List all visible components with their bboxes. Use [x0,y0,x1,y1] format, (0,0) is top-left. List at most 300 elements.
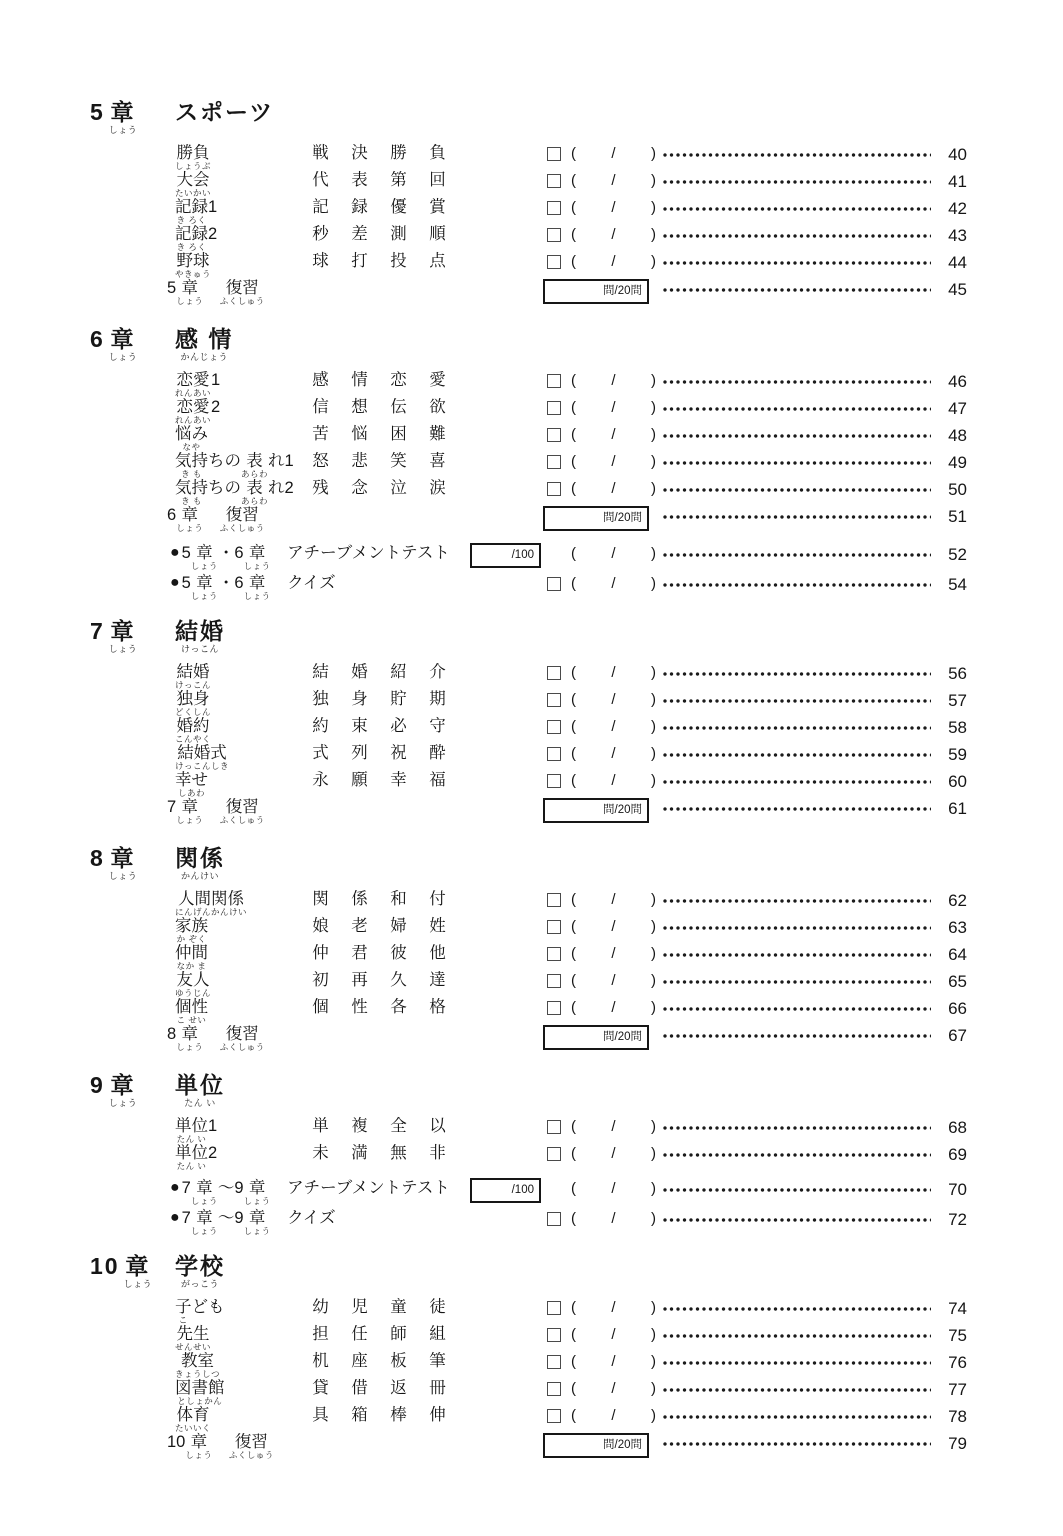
paren-open: ( [571,199,576,216]
text-segment [234,1179,243,1206]
segment-text: 6 [90,326,105,352]
kanji-char: 束 [351,717,368,735]
segment-text: 友人 [176,971,210,989]
score-slot [547,890,659,909]
segment-text: 5 [167,279,177,297]
furigana: しょう [243,1226,271,1236]
segment-text: 章 [196,1209,213,1227]
paren-open: ( [571,253,576,270]
text-segment [175,917,208,944]
segment-text: 6 [234,544,244,562]
dot-leader [663,1218,931,1222]
paren-open: ( [571,1353,576,1370]
segment-text: 5 [181,544,191,562]
paren-open: ( [571,1180,576,1197]
review-title [167,506,312,533]
dot-leader [663,1442,931,1446]
segment-text: 復習 [225,506,259,524]
paren-open: ( [571,891,576,908]
kanji-char: 非 [429,1144,446,1162]
text-segment [175,100,274,125]
text-segment [175,171,211,198]
furigana: なか ま [176,961,207,971]
text-segment [218,544,235,571]
kanji-char: 姓 [429,917,446,935]
chapter-number [90,846,175,881]
segment-text: 恋愛 [176,398,210,416]
text-segment [203,506,220,533]
quiz-row-left [90,574,547,601]
kanji-char: 箱 [351,1406,368,1424]
page-number: 48 [948,426,967,445]
paren-close: ) [650,1299,656,1316]
furigana: こんやく [175,734,212,744]
paren-close: ) [650,891,656,908]
page-number: 49 [948,453,967,472]
segment-text: 章 [248,574,266,592]
chapter-rows [90,663,967,828]
score-parens [561,480,659,498]
lesson-row [90,198,967,225]
chapter-rows [90,1298,967,1463]
segment-text: 勝負 [176,144,210,162]
furigana: しょう [243,591,271,601]
text-segment [191,1209,218,1236]
checkbox-icon [547,774,561,788]
segment-text: 章 [196,574,213,592]
paren-open: ( [571,945,576,962]
lesson-row-left [90,252,547,279]
kanji-char: 君 [351,944,368,962]
kanji-char: 徒 [429,1298,446,1316]
furigana: たいかい [175,188,212,198]
lesson-title [175,1352,312,1379]
paren-close: ) [650,1380,656,1397]
chapter-rows [90,1117,967,1236]
furigana: しょう [176,296,204,306]
segment-text: 先生 [176,1325,210,1343]
paren-close: ) [650,945,656,962]
paren-close: ) [650,253,656,270]
furigana: にんげんかんけい [175,907,248,917]
furigana: ふくしゅう [219,815,265,825]
kanji-char: 式 [312,744,329,762]
kanji-char: 幸 [390,771,407,789]
kanji-char: 涙 [429,479,446,497]
score-slot [547,574,659,593]
text-segment [244,1209,271,1236]
lesson-title [175,744,312,771]
text-segment [167,506,176,533]
text-segment [109,327,138,362]
kanji-char: 残 [312,479,329,497]
text-segment [175,1117,208,1144]
kanji-char: 信 [312,398,329,416]
text-segment [182,1179,191,1206]
paren-close: ) [650,480,656,497]
score-slash: / [611,1118,616,1135]
segment-text: クイズ [287,574,336,592]
kanji-char: 笑 [390,452,407,470]
segment-text: 9 [234,1179,244,1197]
text-segment [203,798,220,825]
dot-leader [663,288,931,292]
score-parens [561,945,659,963]
furigana: たん い [176,1134,207,1144]
text-segment [124,1254,153,1289]
lesson-row-left [90,998,547,1025]
furigana: ふくしゅう [219,296,265,306]
paren-open: ( [571,480,576,497]
lesson-row-left [90,971,547,998]
bullet-icon: ● [170,544,180,561]
review-row-left [90,798,547,825]
segment-text: 表 [246,479,263,497]
text-segment [90,619,105,654]
text-segment [192,1298,225,1325]
dot-leader [663,1153,931,1157]
page-number: 43 [948,226,967,245]
segment-text: 章 [190,1433,208,1451]
lesson-row [90,744,967,771]
score-slash: / [611,691,616,708]
kanji-char: 達 [429,971,446,989]
kanji-char: 怒 [312,452,329,470]
segment-text: 関係 [175,845,225,871]
text-segment [220,1025,265,1052]
page-number: 50 [948,480,967,499]
kanji-char: 感 [312,371,329,389]
paren-close: ) [650,664,656,681]
paren-close: ) [650,426,656,443]
furigana: き も [181,496,202,506]
furigana: としょかん [177,1396,223,1406]
segment-text [203,279,220,297]
kanji-char: 棒 [390,1406,407,1424]
dot-leader [663,953,931,957]
furigana: やきゅう [175,269,212,279]
dot-leader [663,1415,931,1419]
review-score-box: 問/20問 [543,506,649,531]
lesson-title [175,1298,312,1325]
lesson-row [90,225,967,252]
kanji-char: 婚 [351,663,368,681]
score-slash: / [611,372,616,389]
text-segment [175,998,208,1025]
segment-text: 章 [248,1179,266,1197]
furigana: か ぞく [176,934,207,944]
checkbox-icon [547,920,561,934]
score-slot [547,425,659,444]
score-parens [561,575,659,593]
kanji-char: 娘 [312,917,329,935]
kanji-char: 各 [390,998,407,1016]
lesson-row-left [90,1144,547,1171]
segment-text: ちの [208,479,241,497]
score-slash: / [611,426,616,443]
segment-text: 10 [167,1433,186,1451]
score-slash: / [611,718,616,735]
lesson-row [90,971,967,998]
lesson-title [175,452,312,479]
kanji-list [312,144,446,163]
segment-text: 仲間 [175,944,208,962]
kanji-list [312,1117,446,1136]
text-segment [167,279,176,306]
lesson-row [90,398,967,425]
furigana: ふくしゅう [219,1042,265,1052]
kanji-char: 念 [351,479,368,497]
kanji-char: 記 [312,198,329,216]
lesson-title [175,171,312,198]
kanji-list [312,171,446,190]
score-parens [561,399,659,417]
furigana: ふくしゅう [219,523,265,533]
lesson-row-left [90,1298,547,1325]
lesson-row [90,917,967,944]
kanji-char: 格 [429,998,446,1016]
kanji-char: 打 [351,252,368,270]
paren-close: ) [650,691,656,708]
score-slot [547,1117,659,1136]
kanji-char: 録 [351,198,368,216]
paren-open: ( [571,691,576,708]
text-segment [234,1209,243,1236]
text-segment [175,425,208,452]
chapter-section [90,327,967,601]
page-number: 72 [948,1210,967,1229]
score-parens [561,745,659,763]
dot-leader [663,1034,931,1038]
segment-text: 1 [208,1117,218,1135]
checkbox-icon [547,1212,561,1226]
text-segment [109,846,138,881]
segment-text: 単位 [175,1144,208,1162]
kanji-char: 仲 [312,944,329,962]
score-slash: / [611,399,616,416]
dot-leader [663,780,931,784]
segment-text [212,1433,229,1451]
furigana: きょうしつ [175,1369,221,1379]
furigana: しょう [243,561,271,571]
text-segment [218,574,235,601]
chapter-title [175,1073,229,1108]
segment-text: 体育 [176,1406,210,1424]
test-score-box: /100 [470,543,541,568]
score-slot [547,1209,659,1228]
kanji-char: 担 [312,1325,329,1343]
score-slot [547,717,659,736]
kanji-char: 泣 [390,479,407,497]
lesson-title [175,917,312,944]
segment-text: 復習 [225,798,259,816]
paren-close: ) [650,918,656,935]
segment-text: 表 [246,452,263,470]
dot-leader [663,699,931,703]
segment-text: 結婚 [175,618,225,644]
kanji-char: 測 [390,225,407,243]
lesson-row-left [90,744,547,771]
checkbox-icon [547,1355,561,1369]
text-segment [175,1073,225,1108]
text-segment [167,1025,176,1052]
score-slot [547,917,659,936]
furigana: たん い [176,1161,207,1171]
paren-close: ) [650,718,656,735]
paren-close: ) [650,1210,656,1227]
text-segment [271,1209,288,1236]
score-slot [547,998,659,1017]
page-number: 46 [948,372,967,391]
kanji-char: 第 [390,171,407,189]
furigana: こ [178,1315,188,1325]
text-segment [191,544,218,571]
segment-text: 教室 [181,1352,214,1370]
furigana: しょう [123,1279,153,1289]
kanji-list [312,252,446,271]
kanji-char: 順 [429,225,446,243]
segment-text: スポーツ [175,99,275,125]
paren-open: ( [571,718,576,735]
chapter-number [90,619,175,654]
furigana: けっこん [180,644,219,654]
lesson-title [175,371,312,398]
furigana: かんけい [180,871,219,881]
dot-leader [663,1388,931,1392]
review-row [90,1433,967,1463]
text-segment [182,1209,191,1236]
score-slash: / [611,480,616,497]
segment-text [271,574,288,592]
page-number: 52 [948,545,967,564]
text-segment [175,479,208,506]
segment-text [203,506,220,524]
paren-close: ) [650,399,656,416]
test-title [170,1179,450,1206]
kanji-char: 紹 [390,663,407,681]
text-segment [90,846,105,881]
segment-text: 人間関係 [178,890,244,908]
chapter-title [175,1254,229,1289]
text-segment [175,1325,211,1352]
kanji-char: 喜 [429,452,446,470]
text-segment [220,506,265,533]
lesson-title [175,1325,312,1352]
paren-open: ( [571,226,576,243]
kanji-char: 情 [351,371,368,389]
lesson-row [90,1379,967,1406]
test-score-box: /100 [470,1178,541,1203]
score-slash: / [611,1145,616,1162]
score-parens [561,718,659,736]
kanji-char: 冊 [429,1379,446,1397]
lesson-row [90,717,967,744]
page-number: 54 [948,575,967,594]
text-segment [175,1352,220,1379]
text-segment [175,1406,211,1433]
text-segment [218,1179,235,1206]
segment-text: 章 [196,544,213,562]
paren-close: ) [650,545,656,562]
kanji-list [312,717,446,736]
page-number: 45 [948,280,967,299]
paren-close: ) [650,453,656,470]
score-slot [547,225,659,244]
score-slot [547,1325,659,1344]
text-segment [211,398,220,425]
score-slash: / [611,226,616,243]
furigana: しょう [108,644,138,654]
text-segment [175,663,211,690]
score-parens [561,226,659,244]
segment-text: 復習 [234,1433,268,1451]
score-slot [547,971,659,990]
score-parens [561,1145,659,1163]
text-segment [175,1298,192,1325]
kanji-char: 差 [351,225,368,243]
dot-leader [663,1126,931,1130]
text-segment [287,574,336,601]
lesson-row [90,144,967,171]
dot-leader [663,234,931,238]
dot-leader [663,1361,931,1365]
kanji-list [312,225,446,244]
lesson-row [90,1406,967,1433]
lesson-row-left [90,1379,547,1406]
kanji-list [312,944,446,963]
text-segment [229,1433,274,1460]
chapter-header [90,846,967,881]
paren-open: ( [571,1210,576,1227]
chapter-header [90,1254,967,1289]
achievement-test-row [90,544,967,574]
furigana: しょう [190,591,218,601]
score-parens [561,453,659,471]
furigana: れんあい [175,415,212,425]
furigana: かんじょう [180,352,228,362]
review-score-box: 問/20問 [543,1025,649,1050]
segment-text: 復習 [225,279,259,297]
kanji-char: 貯 [390,690,407,708]
review-row [90,279,967,309]
kanji-char: 優 [390,198,407,216]
kanji-char: 久 [390,971,407,989]
review-row-left [90,1025,547,1052]
kanji-char: 愛 [429,371,446,389]
segment-text: れ1 [268,452,294,470]
text-segment [176,506,203,533]
lesson-title [175,690,312,717]
segment-text: 章 [125,1253,151,1279]
lesson-row-left [90,917,547,944]
checkbox-icon [547,720,561,734]
kanji-char: 身 [351,690,368,708]
segment-text: 2 [208,225,218,243]
score-slash: / [611,999,616,1016]
checkbox-icon [547,947,561,961]
furigana: しょう [108,1098,138,1108]
page-number: 75 [948,1326,967,1345]
lesson-title [175,1117,312,1144]
text-segment [175,398,211,425]
text-segment [287,544,450,571]
segment-text: 2 [208,1144,218,1162]
lesson-row-left [90,198,547,225]
checkbox-icon [547,693,561,707]
kanji-char: 無 [390,1144,407,1162]
score-slash: / [611,545,616,562]
lesson-title [175,717,312,744]
